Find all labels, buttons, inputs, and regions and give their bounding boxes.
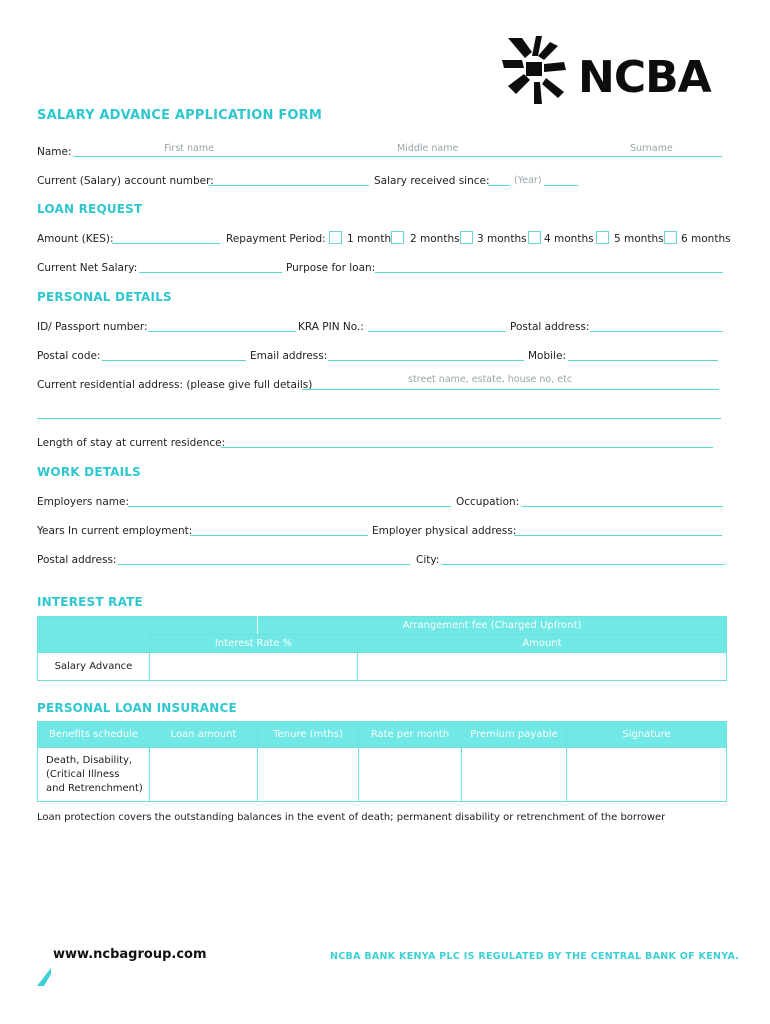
footer-website-link[interactable]: www.ncbagroup.com [53,947,207,962]
net-salary-field[interactable] [139,272,282,273]
form-title: SALARY ADVANCE APPLICATION FORM [37,108,322,123]
amount-cell[interactable] [358,653,727,681]
mobile-field[interactable] [568,360,718,361]
residential-address-field-line-2[interactable] [37,418,721,419]
length-of-stay-label: Length of stay at current residence: [37,437,226,449]
occupation-label: Occupation: [456,496,520,508]
period-4-months-checkbox[interactable] [528,231,541,244]
name-label: Name: [37,146,72,158]
ncba-logo-icon [498,34,574,110]
amount-field[interactable] [112,243,220,244]
brand-name: NCBA [578,52,711,103]
interest-blank-header [150,617,258,635]
loan-protection-note: Loan protection covers the outstanding balances in the event of death; permanent disability or retrenchment of the borrower [37,812,666,823]
employer-address-label: Employer physical address: [372,525,517,537]
footer-arrow-icon [37,968,53,986]
amount-header: Amount [358,635,727,653]
loan-request-heading: LOAN REQUEST [37,202,143,216]
signature-header: Signature [567,722,727,748]
tenure-cell[interactable] [258,748,359,802]
occupation-field[interactable] [522,506,723,507]
interest-rate-heading: INTEREST RATE [37,595,143,609]
purpose-field[interactable] [375,272,723,273]
kra-pin-label: KRA PIN No.: [298,321,364,333]
name-field[interactable] [74,156,722,157]
rate-per-month-header: Rate per month [359,722,462,748]
period-6-months-label: 6 months [681,233,731,245]
postal-address-field[interactable] [590,331,723,332]
loan-insurance-table [37,721,727,802]
residential-placeholder: street name, estate, house no, etc [408,374,573,385]
postal-code-label: Postal code: [37,350,101,362]
work-postal-address-field[interactable] [118,564,410,565]
surname-placeholder: Surname [630,143,673,154]
kra-pin-field[interactable] [368,331,506,332]
amount-label: Amount (KES): [37,233,114,245]
period-1-month-checkbox[interactable] [329,231,342,244]
period-2-months-checkbox[interactable] [391,231,404,244]
interest-corner-cell [38,617,150,653]
employer-address-field[interactable] [514,535,722,536]
benefits-schedule-header: Benefits schedule [38,722,150,748]
personal-details-heading: PERSONAL DETAILS [37,290,172,304]
period-3-months-label: 3 months [477,233,527,245]
benefits-line-1: Death, Disability, [46,754,133,766]
premium-payable-cell[interactable] [462,748,567,802]
signature-cell[interactable] [567,748,727,802]
benefits-line-2: (Critical Illness [46,768,120,780]
repayment-period-label: Repayment Period: [226,233,326,245]
salary-since-field-left[interactable] [488,185,510,186]
purpose-label: Purpose for loan: [286,262,376,274]
period-5-months-label: 5 months [614,233,664,245]
years-employment-field[interactable] [190,535,368,536]
year-placeholder: (Year) [514,175,542,186]
postal-code-field[interactable] [102,360,246,361]
account-number-label: Current (Salary) account number: [37,175,214,187]
postal-address-label: Postal address: [510,321,590,333]
email-label: Email address: [250,350,328,362]
benefits-line-3: and Retrenchment) [46,782,143,794]
period-1-month-label: 1 month [347,233,392,245]
interest-rate-table [37,616,727,681]
benefits-row-label [38,748,150,802]
interest-rate-header: Interest Rate % [150,635,358,653]
period-6-months-checkbox[interactable] [664,231,677,244]
work-postal-address-label: Postal address: [37,554,117,566]
premium-payable-header: Premium payable [462,722,567,748]
residential-address-label: Current residential address: (please give full details) [37,379,313,391]
period-2-months-label: 2 months [410,233,460,245]
rate-per-month-cell[interactable] [359,748,462,802]
length-of-stay-field[interactable] [221,447,713,448]
period-5-months-checkbox[interactable] [596,231,609,244]
salary-advance-row-label: Salary Advance [38,653,150,681]
id-passport-field[interactable] [148,331,296,332]
id-passport-label: ID/ Passport number: [37,321,148,333]
email-field[interactable] [328,360,524,361]
salary-since-field-right[interactable] [544,185,578,186]
employer-name-label: Employers name: [37,496,129,508]
mobile-label: Mobile: [528,350,566,362]
net-salary-label: Current Net Salary: [37,262,138,274]
years-employment-label: Years In current employment: [37,525,193,537]
period-3-months-checkbox[interactable] [460,231,473,244]
city-field[interactable] [442,564,725,565]
middle-name-placeholder: Middle name [397,143,459,154]
tenure-header: Tenure (mths) [258,722,359,748]
loan-insurance-heading: PERSONAL LOAN INSURANCE [37,701,237,715]
period-4-months-label: 4 months [544,233,594,245]
account-number-field[interactable] [209,185,369,186]
loan-amount-cell[interactable] [150,748,258,802]
interest-rate-cell[interactable] [150,653,358,681]
first-name-placeholder: First name [164,143,214,154]
salary-since-label: Salary received since: [374,175,490,187]
city-label: City: [416,554,440,566]
arrangement-fee-header: Arrangement fee (Charged Upfront) [258,617,727,635]
work-details-heading: WORK DETAILS [37,465,142,479]
residential-address-field[interactable] [302,389,719,390]
loan-amount-header: Loan amount [150,722,258,748]
footer-regulation-text: NCBA BANK KENYA PLC IS REGULATED BY THE CENTRAL BANK OF KENYA. [330,951,740,962]
employer-name-field[interactable] [128,506,451,507]
